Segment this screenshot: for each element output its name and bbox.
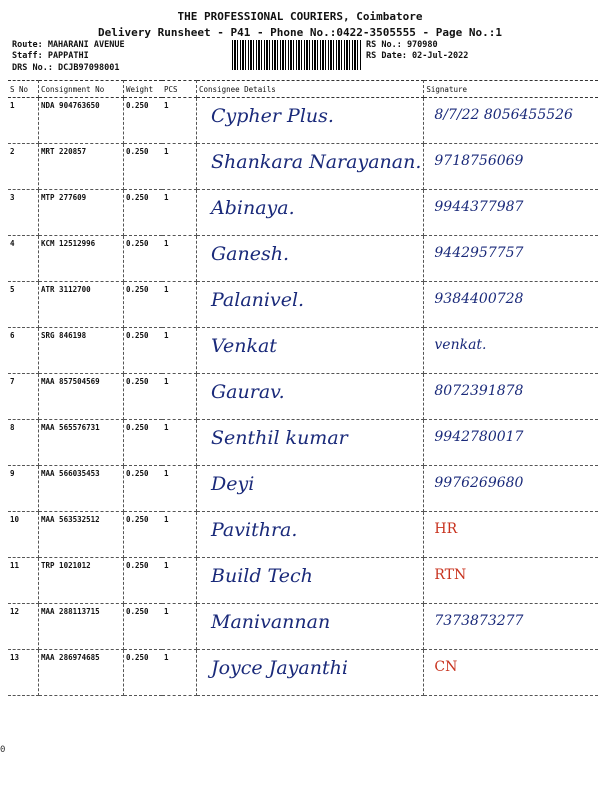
cell-consignee (197, 604, 424, 650)
staff-label: Staff: PAPPATHI (12, 51, 89, 61)
cell-signature (424, 282, 598, 328)
table-header-row (8, 81, 598, 98)
cell-pcs: 1 (162, 420, 197, 466)
signature-handwriting: 9384400728 (434, 291, 524, 307)
cell-weight: 0.250 (124, 98, 163, 144)
cell-pcs: 1 (162, 98, 197, 144)
cell-consignee (197, 236, 424, 282)
consignee-handwriting: Senthil kumar (211, 427, 348, 449)
barcode (232, 40, 362, 70)
consignee-handwriting: Palanivel. (211, 289, 305, 311)
signature-handwriting: HR (434, 521, 458, 537)
table-row (8, 144, 598, 190)
table-row (8, 282, 598, 328)
cell-signature (424, 512, 598, 558)
cell-sno: 13 (8, 650, 39, 696)
cell-consignee (197, 420, 424, 466)
col-header-pcs: PCS (162, 81, 197, 98)
table-row (8, 98, 598, 144)
cell-pcs: 1 (162, 374, 197, 420)
cell-signature (424, 190, 598, 236)
col-header-consignment: Consignment No (39, 81, 124, 98)
cell-consignment: MAA 286974685 (39, 650, 124, 696)
signature-handwriting: 9944377987 (434, 199, 524, 215)
col-header-weight: Weight (124, 81, 163, 98)
cell-consignment: MRT 220857 (39, 144, 124, 190)
edge-mark: 0 (0, 745, 6, 755)
consignee-handwriting: Manivannan (211, 611, 331, 633)
cell-consignment: SRG 846198 (39, 328, 124, 374)
cell-sno: 9 (8, 466, 39, 512)
cell-weight: 0.250 (124, 558, 163, 604)
cell-signature (424, 98, 598, 144)
cell-consignee (197, 512, 424, 558)
cell-signature (424, 328, 598, 374)
cell-pcs: 1 (162, 282, 197, 328)
cell-weight: 0.250 (124, 236, 163, 282)
table-row (8, 512, 598, 558)
signature-handwriting: 9718756069 (434, 153, 524, 169)
cell-sno: 3 (8, 190, 39, 236)
cell-pcs: 1 (162, 650, 197, 696)
document-subtitle: Delivery Runsheet - P41 - Phone No.:0422-3505555 - Page No.:1 (98, 26, 502, 39)
cell-weight: 0.250 (124, 650, 163, 696)
cell-consignee (197, 190, 424, 236)
cell-consignment: MAA 563532512 (39, 512, 124, 558)
cell-consignment: ATR 3112700 (39, 282, 124, 328)
cell-signature (424, 604, 598, 650)
cell-sno: 11 (8, 558, 39, 604)
cell-pcs: 1 (162, 512, 197, 558)
table-row (8, 650, 598, 696)
signature-handwriting: venkat. (434, 337, 487, 353)
cell-signature (424, 420, 598, 466)
cell-pcs: 1 (162, 466, 197, 512)
table-row (8, 466, 598, 512)
cell-pcs: 1 (162, 144, 197, 190)
cell-consignee (197, 144, 424, 190)
cell-pcs: 1 (162, 604, 197, 650)
cell-signature (424, 374, 598, 420)
consignee-handwriting: Build Tech (211, 565, 313, 587)
cell-consignment: MAA 288113715 (39, 604, 124, 650)
cell-consignee (197, 282, 424, 328)
cell-consignment: KCM 12512996 (39, 236, 124, 282)
cell-weight: 0.250 (124, 466, 163, 512)
signature-handwriting: CN (434, 659, 458, 675)
consignee-handwriting: Joyce Jayanthi (211, 657, 348, 679)
cell-sno: 4 (8, 236, 39, 282)
cell-pcs: 1 (162, 328, 197, 374)
cell-signature (424, 650, 598, 696)
cell-pcs: 1 (162, 558, 197, 604)
consignee-handwriting: Ganesh. (211, 243, 290, 265)
cell-consignee (197, 650, 424, 696)
signature-handwriting: 9442957757 (434, 245, 524, 261)
cell-consignment: MTP 277609 (39, 190, 124, 236)
cell-consignment: MAA 566035453 (39, 466, 124, 512)
signature-handwriting: RTN (434, 567, 467, 583)
cell-weight: 0.250 (124, 420, 163, 466)
cell-sno: 10 (8, 512, 39, 558)
cell-weight: 0.250 (124, 190, 163, 236)
cell-signature (424, 236, 598, 282)
signature-handwriting: 8072391878 (434, 383, 524, 399)
runsheet-table (8, 80, 598, 696)
col-header-signature: Signature (424, 81, 598, 98)
consignee-handwriting: Deyi (211, 473, 255, 495)
table-row (8, 236, 598, 282)
signature-handwriting: 9976269680 (434, 475, 524, 491)
rs-date: RS Date: 02-Jul-2022 (366, 51, 469, 61)
table-row (8, 374, 598, 420)
consignee-handwriting: Cypher Plus. (211, 105, 334, 127)
cell-weight: 0.250 (124, 512, 163, 558)
cell-weight: 0.250 (124, 144, 163, 190)
cell-consignee (197, 374, 424, 420)
cell-sno: 5 (8, 282, 39, 328)
cell-sno: 1 (8, 98, 39, 144)
rs-number: RS No.: 970980 (366, 40, 438, 50)
table-row (8, 190, 598, 236)
cell-signature (424, 144, 598, 190)
table-row (8, 604, 598, 650)
col-header-sno: S No (8, 81, 39, 98)
cell-sno: 2 (8, 144, 39, 190)
cell-weight: 0.250 (124, 282, 163, 328)
cell-consignee (197, 558, 424, 604)
cell-consignee (197, 98, 424, 144)
document-title: THE PROFESSIONAL COURIERS, Coimbatore (177, 10, 423, 23)
cell-sno: 8 (8, 420, 39, 466)
cell-consignee (197, 328, 424, 374)
consignee-handwriting: Gaurav. (211, 381, 285, 403)
table-row (8, 420, 598, 466)
cell-consignment: TRP 1021012 (39, 558, 124, 604)
consignee-handwriting: Abinaya. (211, 197, 295, 219)
cell-sno: 6 (8, 328, 39, 374)
cell-consignment: NDA 904763650 (39, 98, 124, 144)
table-row (8, 328, 598, 374)
cell-consignee (197, 466, 424, 512)
cell-signature (424, 466, 598, 512)
col-header-consignee: Consignee Details (197, 81, 424, 98)
consignee-handwriting: Venkat (211, 335, 277, 357)
cell-weight: 0.250 (124, 328, 163, 374)
consignee-handwriting: Pavithra. (211, 519, 298, 541)
cell-consignment: MAA 565576731 (39, 420, 124, 466)
signature-handwriting: 9942780017 (434, 429, 524, 445)
consignee-handwriting: Shankara Narayanan. (211, 151, 422, 173)
cell-weight: 0.250 (124, 604, 163, 650)
signature-handwriting: 8/7/22 8056455526 (434, 107, 573, 123)
cell-sno: 12 (8, 604, 39, 650)
cell-sno: 7 (8, 374, 39, 420)
route-label: Route: MAHARANI AVENUE (12, 40, 125, 50)
cell-pcs: 1 (162, 190, 197, 236)
cell-weight: 0.250 (124, 374, 163, 420)
cell-consignment: MAA 857504569 (39, 374, 124, 420)
table-row (8, 558, 598, 604)
cell-pcs: 1 (162, 236, 197, 282)
signature-handwriting: 7373873277 (434, 613, 524, 629)
cell-signature (424, 558, 598, 604)
drs-number: DRS No.: DCJB97098001 (12, 63, 120, 73)
